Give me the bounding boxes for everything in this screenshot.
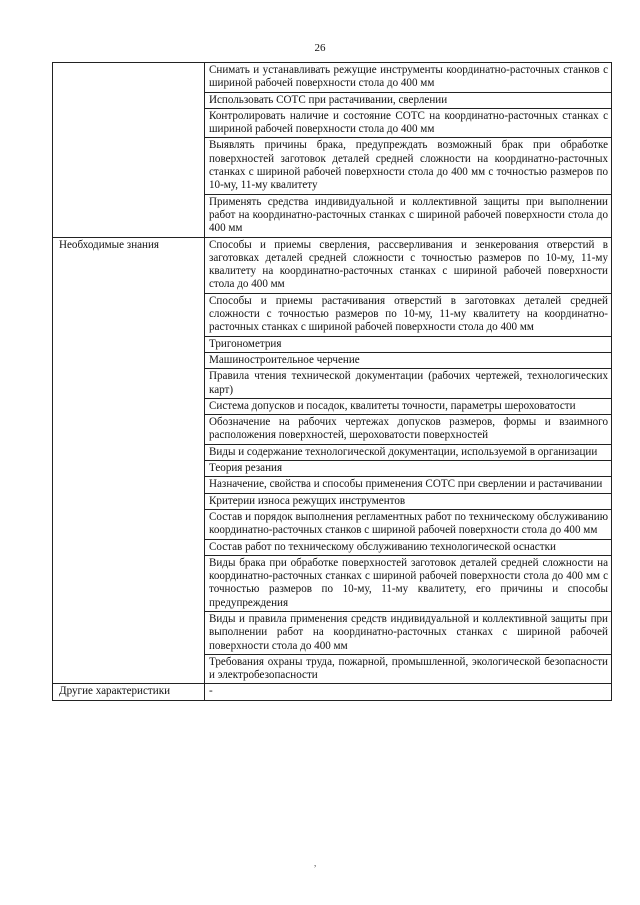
- requirement-item: Использовать СОТС при растачивании, сверлении: [205, 92, 612, 108]
- table-row: [53, 611, 612, 654]
- requirement-item: Тригонометрия: [205, 336, 612, 352]
- table-row: [53, 138, 612, 194]
- requirement-item: Способы и приемы сверления, рассверливания и зенкерования отверстий в заготовках деталей средней сложности с точностью размеров по 10-му, 11-му квалитету на координатно-расточных станках с шириной рабочей поверхности стола до 400 мм: [205, 237, 612, 293]
- requirement-item: Система допусков и посадок, квалитеты точности, параметры шероховатости: [205, 398, 612, 414]
- table-row: [53, 369, 612, 399]
- requirement-item: Правила чтения технической документации (рабочих чертежей, технологических карт): [205, 369, 612, 399]
- table-row: [53, 539, 612, 555]
- table-row: [53, 92, 612, 108]
- stray-mark: ,: [314, 858, 317, 868]
- requirement-item: Машиностроительное черчение: [205, 352, 612, 368]
- category-cell: [53, 336, 205, 352]
- table-row: [53, 461, 612, 477]
- table-row: [53, 352, 612, 368]
- table-row: [53, 555, 612, 611]
- category-cell: [53, 555, 205, 611]
- requirement-item: Виды брака при обработке поверхностей заготовок деталей средней сложности на координатно-расточных станках с шириной рабочей поверхности стола до 400 мм с точностью размеров по 10-му, 11-му квалитету, его причины и способы предупреждения: [205, 555, 612, 611]
- table-row: [53, 108, 612, 138]
- requirement-item: Контролировать наличие и состояние СОТС на координатно-расточных станках с шириной рабочей поверхности стола до 400 мм: [205, 108, 612, 138]
- requirement-item: Виды и содержание технологической документации, используемой в организации: [205, 444, 612, 460]
- requirement-item: Снимать и устанавливать режущие инструменты координатно-расточных станков с шириной рабочей поверхности стола до 400 мм: [205, 63, 612, 93]
- requirement-item: -: [205, 684, 612, 700]
- category-cell: [53, 493, 205, 509]
- category-cell: [53, 108, 205, 138]
- requirement-item: Теория резания: [205, 461, 612, 477]
- requirement-item: Требования охраны труда, пожарной, промышленной, экологической безопасности и электробезопасности: [205, 654, 612, 684]
- table-row: [53, 194, 612, 237]
- requirement-item: Назначение, свойства и способы применения СОТС при сверлении и растачивании: [205, 477, 612, 493]
- category-cell: [53, 92, 205, 108]
- table-row: [53, 237, 612, 293]
- category-cell: [53, 415, 205, 445]
- table-row: [53, 336, 612, 352]
- table-row: [53, 477, 612, 493]
- category-cell: [53, 444, 205, 460]
- requirement-item: Способы и приемы растачивания отверстий в заготовках деталей средней сложности с точностью размеров по 10-му, 11-му квалитету на координатно-расточных станках с шириной рабочей поверхности стола до 400 мм: [205, 293, 612, 336]
- table-row: [53, 444, 612, 460]
- requirement-item: Применять средства индивидуальной и коллективной защиты при выполнении работ на координатно-расточных станках с шириной рабочей поверхности стола до 400 мм: [205, 194, 612, 237]
- category-cell: [53, 477, 205, 493]
- category-cell: [53, 509, 205, 539]
- category-cell: Другие характеристики: [53, 684, 205, 700]
- requirement-item: Выявлять причины брака, предупреждать возможный брак при обработке поверхностей заготовок деталей средней сложности на координатно-расточных станках с шириной рабочей поверхности стола до 400 мм с точностью размеров по 10-му, 11-му квалитету: [205, 138, 612, 194]
- table-row: [53, 63, 612, 93]
- category-cell: [53, 63, 205, 93]
- table-row: [53, 493, 612, 509]
- requirement-item: Виды и правила применения средств индивидуальной и коллективной защиты при выполнении работ на координатно-расточных станках с шириной рабочей поверхности стола до 400 мм: [205, 611, 612, 654]
- category-cell: [53, 293, 205, 336]
- category-cell: [53, 398, 205, 414]
- category-cell: [53, 138, 205, 194]
- requirement-item: Обозначение на рабочих чертежах допусков размеров, формы и взаимного расположения поверхностей, шероховатости поверхностей: [205, 415, 612, 445]
- category-cell: [53, 539, 205, 555]
- table-row: [53, 509, 612, 539]
- table-row: [53, 415, 612, 445]
- category-cell: [53, 194, 205, 237]
- page-number: 26: [314, 42, 326, 54]
- requirement-item: Состав работ по техническому обслуживанию технологической оснастки: [205, 539, 612, 555]
- requirement-item: Критерии износа режущих инструментов: [205, 493, 612, 509]
- category-cell: [53, 461, 205, 477]
- category-cell: [53, 352, 205, 368]
- category-cell: Необходимые знания: [53, 237, 205, 293]
- category-cell: [53, 611, 205, 654]
- category-cell: [53, 654, 205, 684]
- characteristics-table: [52, 62, 612, 701]
- requirement-item: Состав и порядок выполнения регламентных работ по техническому обслуживанию координатно-расточных станков с шириной рабочей поверхности стола до 400 мм: [205, 509, 612, 539]
- table-row: [53, 654, 612, 684]
- table-row: [53, 684, 612, 700]
- table-row: [53, 293, 612, 336]
- category-cell: [53, 369, 205, 399]
- table-row: [53, 398, 612, 414]
